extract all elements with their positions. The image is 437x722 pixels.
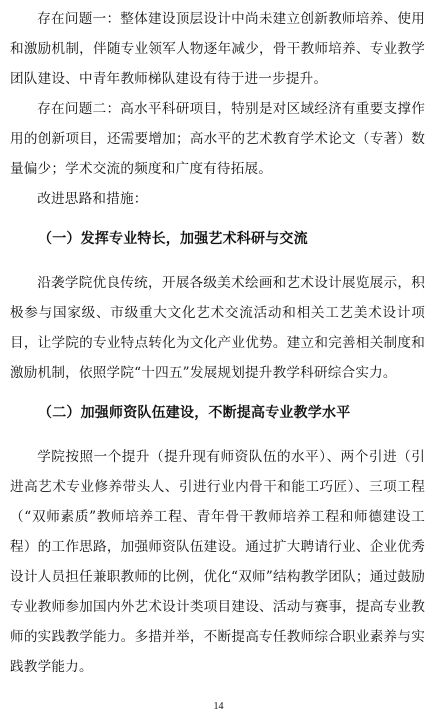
problem-two-paragraph: 存在问题二：高水平科研项目，特别是对区域经济有重要支撑作用的创新项目，还需要增加；高水平的艺术教育学术论文（专著）数量偏少；学术交流的频度和广度有待拓展。 (10, 101, 425, 177)
page-number: 14 (213, 701, 224, 712)
problem-one-paragraph: 存在问题一：整体建设顶层设计中尚未建立创新教师培养、使用和激励机制，伴随专业领军人物逐年减少，骨干教师培养、专业教学团队建设、中青年教师梯队建设有待于进一步提升。 (10, 11, 425, 87)
section-faculty-paragraph: 学院按照一个提升（提升现有师资队伍的水平）、两个引进（引进高艺术专业修养带头人、引进行业内骨干和能工巧匠）、三项工程（“双师素质”教师培养工程、青年骨干教师培养工程和师德建设工程）的工作思路，加强师资队伍建设。通过扩大聘请行业、企业优秀设计人员担任兼职教师的比例，优化“双师”结构教学团队；通过鼓励专业教师参加国内外艺术设计类项目建设、活动与赛事，提高专业教师的实践教学能力。多措并举，不断提高专任教师综合职业素养与实践教学能力。 (10, 449, 425, 675)
section-heading-research: （一）发挥专业特长，加强艺术科研与交流 (38, 231, 308, 247)
section-research-paragraph: 沿袭学院优良传统，开展各级美术绘画和艺术设计展览展示，积极参与国家级、市级重大文化艺术交流活动和相关工艺美术设计项目，让学院的专业特点转化为文化产业优势。建立和完善相关制度和激励机制，依照学院“十四五”发展规划提升教学科研综合实力。 (10, 275, 425, 381)
section-heading-faculty: （二）加强师资队伍建设，不断提高专业教学水平 (38, 405, 351, 421)
improvement-intro: 改进思路和措施： (37, 191, 148, 207)
